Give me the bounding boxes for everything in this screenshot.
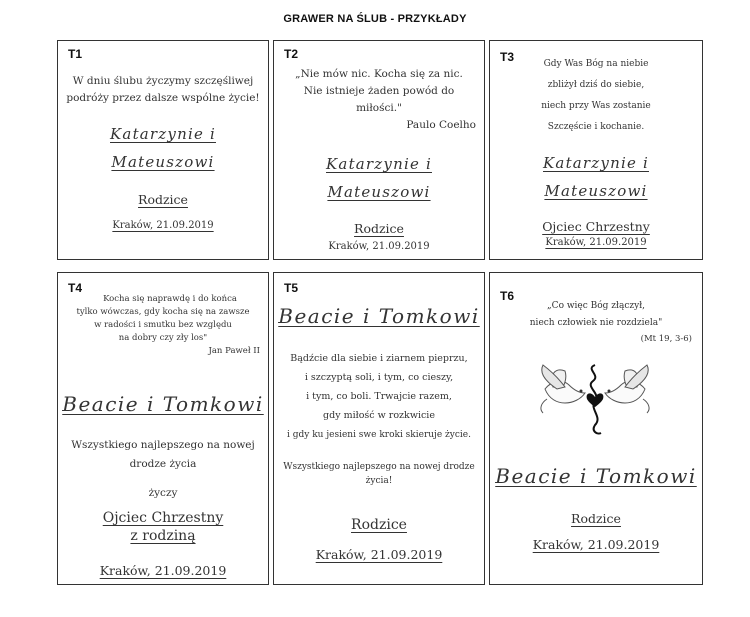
recipient-names: Beacie i Tomkowi	[495, 464, 697, 488]
wishes-verb: życzy	[148, 487, 178, 499]
dedication-line: W dniu ślubu życzymy szczęśliwej	[72, 75, 254, 87]
quote-line: miłości."	[356, 102, 402, 114]
engraving-card-t5	[273, 272, 485, 585]
signature: Rodzice	[571, 511, 621, 526]
recipient-names-line: Katarzynie i	[543, 154, 649, 172]
quote-line: niech człowiek nie rozdziela"	[529, 318, 663, 328]
dedication-line: podróży przez dalsze wspólne życie!	[66, 92, 260, 104]
date-place: Kraków, 21.09.2019	[545, 237, 647, 248]
page-title: GRAWER NA ŚLUB - PRZYKŁADY	[283, 13, 467, 25]
signature: Ojciec Chrzestny	[542, 219, 650, 234]
engraving-card-t1	[57, 40, 269, 260]
card-tag: T3	[500, 50, 515, 64]
card-tag: T4	[68, 281, 83, 295]
poem-line: i tym, co boli. Trwajcie razem,	[306, 391, 452, 402]
recipient-names-line: Mateuszowi	[111, 153, 215, 171]
quote-line: tylko wówczas, gdy kocha się na zawsze	[76, 307, 250, 317]
recipient-names-line: Mateuszowi	[327, 183, 431, 201]
date-place: Kraków, 21.09.2019	[532, 537, 660, 552]
recipient-names-line: Katarzynie i	[326, 155, 432, 173]
quote-author: Jan Paweł II	[208, 346, 260, 356]
poem-line: Gdy Was Bóg na niebie	[543, 59, 649, 69]
bible-reference: (Mt 19, 3-6)	[640, 334, 692, 344]
poem-line: i gdy ku jesieni swe kroki skieruje życie.	[287, 430, 471, 440]
recipient-names-line: Mateuszowi	[544, 182, 648, 200]
quote-author: Paulo Coelho	[406, 119, 476, 131]
signature-line: z rodziną	[130, 528, 196, 544]
poem-line: gdy miłość w rozkwicie	[323, 410, 435, 421]
heart-icon	[587, 393, 604, 407]
right-dove-icon	[605, 365, 649, 413]
poem-line: zbliżył dziś do siebie,	[547, 80, 645, 90]
poem-line: niech przy Was zostanie	[541, 101, 651, 111]
engraving-card-t4	[57, 272, 269, 585]
quote-line: „Co więc Bóg złączył,	[547, 301, 645, 311]
recipient-names-line: Katarzynie i	[110, 125, 216, 143]
recipient-names: Beacie i Tomkowi	[62, 392, 264, 416]
quote-line: na dobry czy zły los"	[118, 333, 208, 343]
date-place: Kraków, 21.09.2019	[315, 547, 443, 562]
signature: Rodzice	[351, 517, 407, 533]
quote-line: Nie istnieje żaden powód do	[303, 85, 455, 97]
card-tag: T2	[284, 47, 299, 61]
wishes-line: życia!	[365, 476, 393, 486]
poem-line: Bądźcie dla siebie i ziarnem pieprzu,	[290, 353, 468, 364]
wishes-line: Wszystkiego najlepszego na nowej drodze	[283, 462, 475, 472]
date-place: Kraków, 21.09.2019	[99, 563, 227, 578]
quote-line: w radości i smutku bez względu	[94, 320, 232, 330]
card-tag: T1	[68, 47, 83, 61]
engraving-card-t6	[489, 272, 703, 585]
card-tag: T5	[284, 281, 299, 295]
date-place: Kraków, 21.09.2019	[112, 220, 214, 231]
card-tag: T6	[500, 289, 515, 303]
left-dove-icon	[541, 365, 585, 413]
doves-heart-illustration	[535, 359, 655, 439]
engraving-card-t2	[273, 40, 485, 260]
quote-line: Kocha się naprawdę i do końca	[103, 294, 237, 304]
signature: Rodzice	[354, 221, 404, 236]
date-place: Kraków, 21.09.2019	[328, 241, 430, 252]
signature-line: Ojciec Chrzestny	[102, 510, 224, 526]
engraving-card-t3	[489, 40, 703, 260]
poem-line: Szczęście i kochanie.	[547, 122, 645, 132]
signature: Rodzice	[138, 192, 188, 207]
recipient-names: Beacie i Tomkowi	[278, 304, 480, 328]
poem-line: i szczyptą soli, i tym, co cieszy,	[304, 372, 454, 383]
wishes-line: Wszystkiego najlepszego na nowej	[71, 439, 255, 451]
quote-line: „Nie mów nic. Kocha się za nic.	[295, 68, 463, 80]
wishes-line: drodze życia	[129, 458, 197, 470]
